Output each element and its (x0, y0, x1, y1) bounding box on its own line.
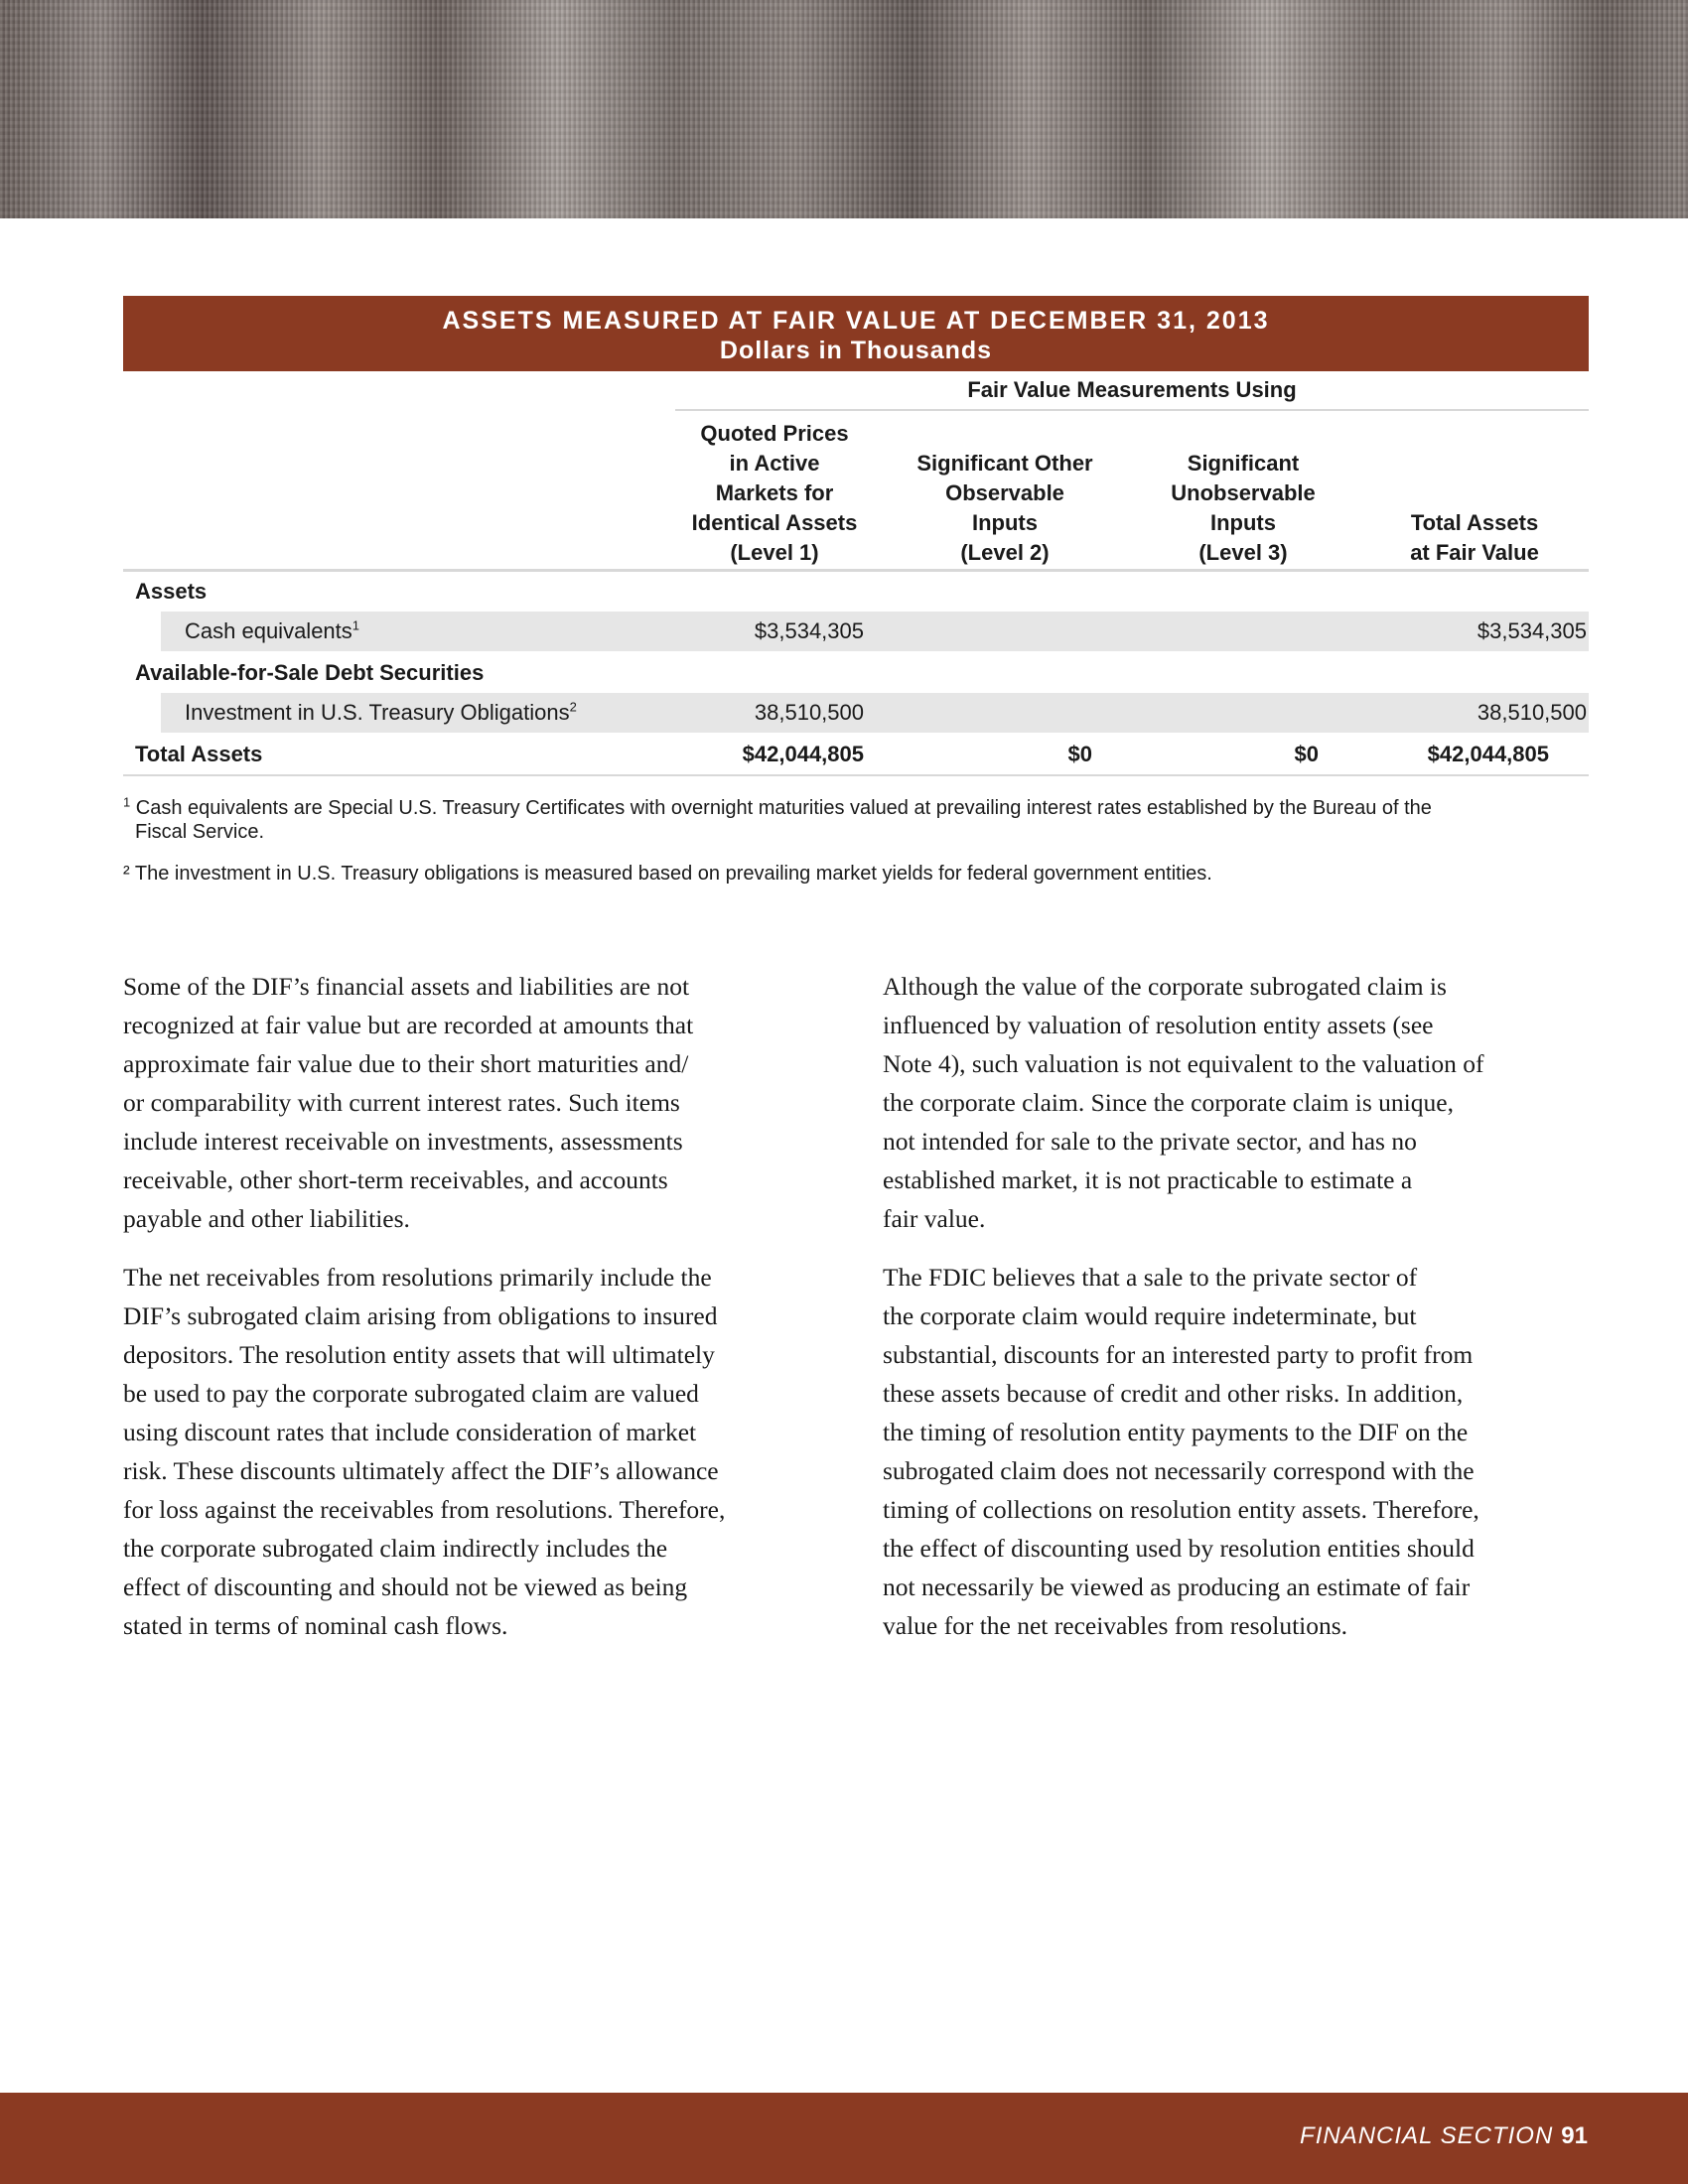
fair-value-table (123, 296, 1589, 766)
group-header: Fair Value Measurements Using (675, 371, 1589, 411)
column-header-level1: Quoted Prices in Active Markets for Identical Assets (Level 1) (691, 421, 858, 565)
column-header-level3: Significant Unobservable Inputs (Level 3) (1171, 451, 1316, 565)
body-column-left (123, 967, 838, 1665)
row-label: Investment in U.S. Treasury Obligations$^2$ (185, 699, 577, 725)
paragraph: Although the value of the corporate subrogated claim is influenced by valuation of resolution entity assets (see Note 4), such valuation is not equivalent to the valuation of the corporate claim. Since the corporate claim is unique, not intended for sale to the private sector, and has no established market, it is not practicable to estimate a fair value. (883, 972, 1484, 1233)
cell-total: $3,534,305 (1477, 618, 1587, 643)
cell-level1: 38,510,500 (754, 700, 864, 725)
footer-bar (0, 2093, 1688, 2184)
table-row-total: Total Assets $42,044,805 $0 $0 $42,044,805 (135, 742, 1549, 766)
table-title: ASSETS MEASURED AT FAIR VALUE AT DECEMBER 31, 2013 (442, 307, 1270, 335)
footnote-2: ² The investment in U.S. Treasury obligations is measured based on prevailing market yields for federal government entities. (123, 863, 1212, 885)
header-photo-banner (0, 0, 1688, 218)
section-name: FINANCIAL SECTION (1300, 2122, 1554, 2149)
section-row-afs: Available-for-Sale Debt Securities (135, 660, 485, 685)
column-header-total: Total Assets at Fair Value (1410, 510, 1539, 565)
paragraph: The FDIC believes that a sale to the private sector of the corporate claim would require indeterminate, but substantial, discounts for an interested party to profit from these assets because of credit and other risks. In addition, the timing of resolution entity payments to the DIF on the subrogated claim does not necessarily correspond with the timing of collections on resolution entity assets. Therefore, the effect of discounting used by resolution entities should not necessarily be viewed as producing an estimate of fair value for the net receivables from resolutions. (883, 1263, 1479, 1640)
paragraph: Some of the DIF’s financial assets and liabilities are not recognized at fair value but are recorded at amounts that approximate fair value due to their short maturities and/ or comparability with current interest rates. Such items include interest receivable on investments, assessments receivable, other short-term receivables, and accounts payable and other liabilities. (123, 972, 694, 1233)
body-column-right (883, 967, 1598, 1665)
paragraph: The net receivables from resolutions primarily include the DIF’s subrogated claim arising from obligations to insured depositors. The resolution entity assets that will ultimately be used to pay the corporate subrogated claim are valued using discount rates that include consideration of market risk. These discounts ultimately affect the DIF’s allowance for loss against the receivables from resolutions. Therefore, the corporate subrogated claim indirectly includes the effect of discounting and should not be viewed as being stated in terms of nominal cash flows. (123, 1263, 726, 1640)
page-number: 91 (1561, 2122, 1588, 2149)
cell-level1: $3,534,305 (754, 618, 864, 643)
table-row-cash-equivalents (161, 612, 1589, 651)
table-subtitle: Dollars in Thousands (719, 337, 993, 364)
row-label: Cash equivalents$^1$ (185, 617, 360, 643)
cell-total: 38,510,500 (1477, 700, 1587, 725)
footnote-1: $^1$ Cash equivalents are Special U.S. Treasury Certificates with overnight maturities valued at prevailing interest rates established by the Bureau of the Fiscal Service. (123, 794, 1432, 843)
page-footer-label (1300, 2122, 1588, 2150)
column-header-level2: Significant Other Observable Inputs (Level 2) (916, 451, 1093, 565)
table-bottom-rule (123, 774, 1589, 776)
table-title-bar (123, 296, 1589, 371)
section-row-assets: Assets (135, 579, 208, 604)
table-row-treasury (161, 693, 1589, 733)
